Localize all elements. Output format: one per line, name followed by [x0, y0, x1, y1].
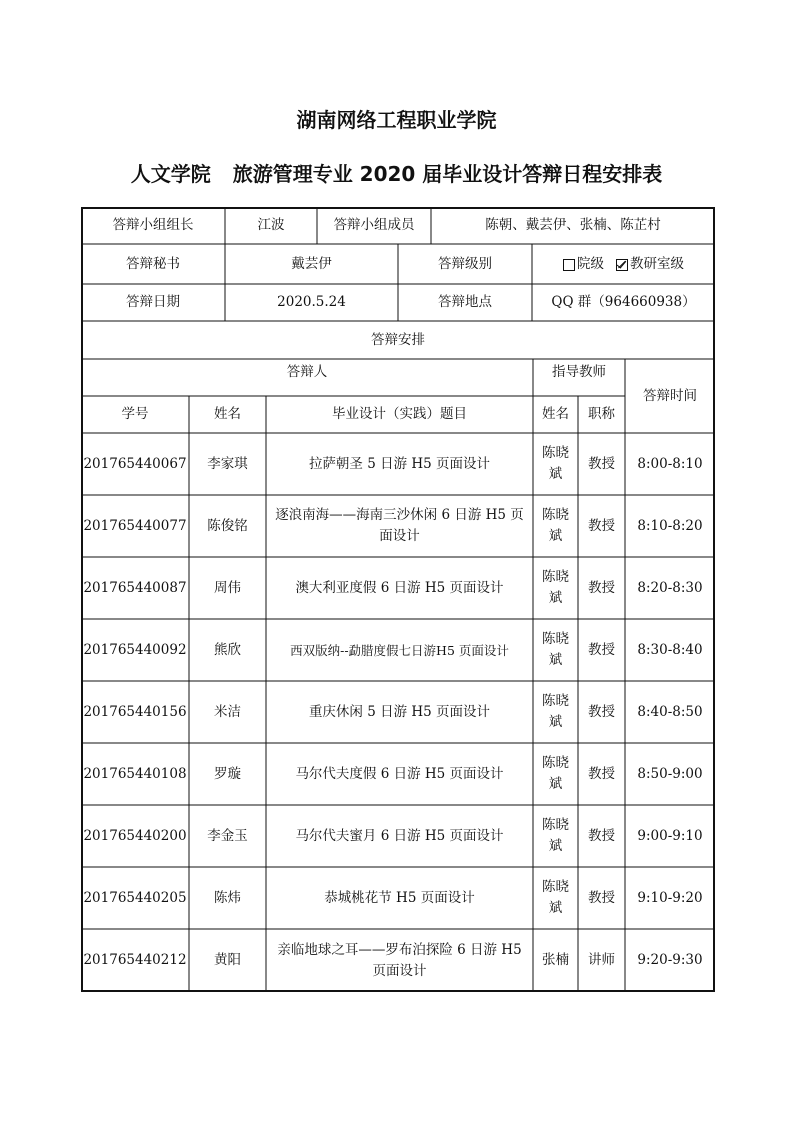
advisor-title: 教授 — [588, 517, 615, 534]
thesis-topic: 西双版纳--勐腊度假七日游H5 页面设计 — [290, 642, 509, 658]
thesis-topic: 澳大利亚度假 6 日游 H5 页面设计 — [295, 579, 504, 596]
thesis-topic: 恭城桃花节 H5 页面设计 — [324, 889, 475, 906]
thesis-topic: 马尔代夫度假 6 日游 H5 页面设计 — [295, 765, 504, 782]
advisor-name: 陈晓斌 — [542, 817, 569, 854]
advisor-name: 陈晓斌 — [542, 755, 569, 792]
advisor-title: 教授 — [588, 703, 615, 720]
col-header-topic: 毕业设计（实践）题目 — [332, 406, 467, 422]
advisor-name: 陈晓斌 — [542, 569, 569, 606]
advisor-name: 陈晓斌 — [542, 631, 569, 668]
members-value: 陈朝、戴芸伊、张楠、陈芷村 — [485, 217, 661, 233]
col-header-advisor-title: 职称 — [588, 406, 615, 422]
thesis-topic: 马尔代夫蜜月 6 日游 H5 页面设计 — [295, 827, 504, 844]
secretary-value: 戴芸伊 — [291, 255, 332, 272]
leader-label: 答辩小组组长 — [112, 217, 194, 233]
advisor-name: 陈晓斌 — [542, 879, 569, 916]
leader-value: 江波 — [257, 217, 285, 233]
student-name: 陈炜 — [214, 889, 241, 906]
checked-box-icon — [616, 259, 628, 271]
advisor-title: 教授 — [588, 765, 615, 782]
place-value: QQ 群（964660938） — [551, 294, 696, 310]
advisor-title: 教授 — [588, 579, 615, 596]
college-name: 人文学院 — [130, 162, 211, 186]
student-id: 201765440212 — [83, 952, 187, 968]
section-title: 答辩安排 — [371, 331, 425, 348]
date-label: 答辩日期 — [126, 294, 180, 310]
date-value: 2020.5.24 — [277, 294, 346, 310]
advisor-title: 教授 — [588, 827, 615, 844]
student-name: 罗璇 — [214, 765, 241, 782]
level-options — [532, 244, 715, 284]
thesis-topic: 拉萨朝圣 5 日游 H5 页面设计 — [308, 455, 491, 472]
student-name: 李家琪 — [207, 455, 248, 472]
advisor-name: 张楠 — [542, 952, 569, 968]
advisor-title: 教授 — [588, 889, 615, 906]
defense-time: 8:00-8:10 — [637, 455, 703, 472]
student-id: 201765440092 — [83, 641, 187, 658]
defense-time: 8:50-9:00 — [637, 765, 703, 782]
student-id: 201765440200 — [83, 827, 187, 844]
schedule-subtitle: 旅游管理专业 2020 届毕业设计答辩日程安排表 — [232, 162, 663, 186]
advisor-title: 讲师 — [588, 952, 615, 968]
level-label: 答辩级别 — [438, 255, 492, 272]
defense-time: 9:20-9:30 — [637, 952, 703, 968]
thesis-topic: 逐浪南海——海南三沙休闲 6 日游 H5 页面设计 — [275, 507, 524, 544]
student-group-header: 答辩人 — [286, 364, 328, 380]
defense-time: 8:10-8:20 — [637, 517, 703, 534]
defense-time: 9:10-9:20 — [637, 889, 703, 906]
student-id: 201765440205 — [83, 889, 187, 906]
student-id: 201765440087 — [83, 579, 187, 596]
student-name: 陈俊铭 — [207, 517, 248, 534]
advisor-name: 陈晓斌 — [542, 507, 569, 544]
defense-time: 8:30-8:40 — [637, 641, 703, 658]
advisor-title: 教授 — [588, 455, 615, 472]
student-id: 201765440077 — [83, 517, 187, 534]
student-name: 黄阳 — [214, 952, 241, 968]
advisor-name: 陈晓斌 — [542, 445, 569, 482]
defense-time: 8:40-8:50 — [637, 703, 703, 720]
student-id: 201765440108 — [83, 765, 187, 782]
student-name: 周伟 — [214, 579, 241, 596]
col-header-id: 学号 — [121, 406, 149, 422]
thesis-topic: 亲临地球之耳——罗布泊探险 6 日游 H5 页面设计 — [277, 941, 522, 979]
student-name: 熊欣 — [214, 641, 241, 658]
unchecked-box-icon — [563, 259, 575, 271]
col-header-advisor-name: 姓名 — [542, 406, 569, 422]
schedule-title — [0, 158, 793, 187]
place-label: 答辩地点 — [438, 294, 492, 310]
thesis-topic: 重庆休闲 5 日游 H5 页面设计 — [308, 703, 491, 720]
schedule-table — [81, 207, 715, 992]
advisor-group-header: 指导教师 — [552, 364, 606, 380]
secretary-label: 答辩秘书 — [126, 255, 180, 272]
student-id: 201765440067 — [83, 455, 187, 472]
student-name: 米洁 — [214, 703, 241, 720]
advisor-title: 教授 — [588, 641, 615, 658]
col-header-name: 姓名 — [214, 406, 241, 422]
level-option-college[interactable]: 院级 — [563, 254, 604, 275]
members-label: 答辩小组成员 — [333, 217, 415, 233]
advisor-name: 陈晓斌 — [542, 693, 569, 730]
time-header: 答辩时间 — [643, 387, 697, 404]
defense-time: 8:20-8:30 — [637, 579, 703, 596]
defense-time: 9:00-9:10 — [637, 827, 703, 844]
school-title: 湖南网络工程职业学院 — [296, 108, 497, 132]
student-name: 李金玉 — [207, 827, 248, 844]
level-option-dept[interactable]: 教研室级 — [616, 254, 684, 275]
student-id: 201765440156 — [83, 703, 187, 720]
